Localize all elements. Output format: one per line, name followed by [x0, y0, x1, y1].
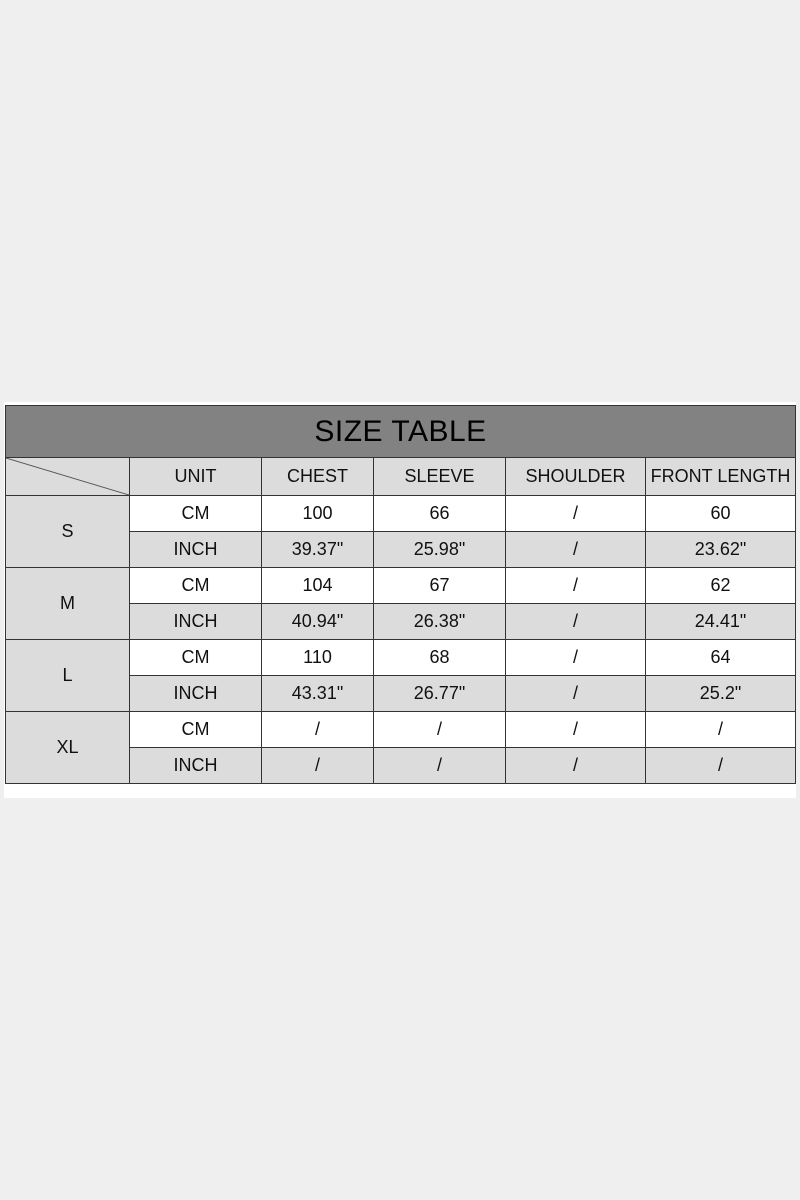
cell-unit: CM: [130, 496, 262, 532]
corner-cell: [6, 458, 130, 496]
cell-chest: /: [262, 712, 374, 748]
cell-sleeve: 67: [374, 568, 506, 604]
table-row: [6, 640, 796, 676]
size-table: [5, 405, 796, 784]
cell-unit: INCH: [130, 676, 262, 712]
cell-sleeve: 68: [374, 640, 506, 676]
cell-sleeve: /: [374, 712, 506, 748]
cell-chest: 43.31": [262, 676, 374, 712]
size-table-body: [6, 406, 796, 784]
header-sleeve: SLEEVE: [374, 458, 506, 496]
cell-unit: INCH: [130, 604, 262, 640]
cell-chest: /: [262, 748, 374, 784]
cell-unit: CM: [130, 568, 262, 604]
size-label: S: [6, 496, 130, 568]
header-row: [6, 458, 796, 496]
diagonal-divider-icon: [6, 458, 129, 495]
cell-sleeve: 26.38": [374, 604, 506, 640]
cell-sleeve: 66: [374, 496, 506, 532]
header-chest: CHEST: [262, 458, 374, 496]
size-label: XL: [6, 712, 130, 784]
cell-shoulder: /: [506, 748, 646, 784]
cell-unit: INCH: [130, 532, 262, 568]
cell-shoulder: /: [506, 640, 646, 676]
cell-front-length: 64: [646, 640, 796, 676]
cell-shoulder: /: [506, 676, 646, 712]
cell-shoulder: /: [506, 496, 646, 532]
title-row: [6, 406, 796, 458]
cell-front-length: 60: [646, 496, 796, 532]
cell-front-length: 25.2": [646, 676, 796, 712]
table-row: [6, 568, 796, 604]
cell-front-length: 24.41": [646, 604, 796, 640]
cell-sleeve: /: [374, 748, 506, 784]
table-row: [6, 496, 796, 532]
cell-chest: 100: [262, 496, 374, 532]
cell-shoulder: /: [506, 712, 646, 748]
cell-shoulder: /: [506, 604, 646, 640]
cell-shoulder: /: [506, 532, 646, 568]
cell-shoulder: /: [506, 568, 646, 604]
cell-chest: 40.94": [262, 604, 374, 640]
cell-sleeve: 25.98": [374, 532, 506, 568]
cell-chest: 110: [262, 640, 374, 676]
size-chart-sheet: [4, 402, 796, 798]
cell-unit: INCH: [130, 748, 262, 784]
cell-chest: 104: [262, 568, 374, 604]
cell-front-length: /: [646, 712, 796, 748]
cell-front-length: 62: [646, 568, 796, 604]
cell-front-length: /: [646, 748, 796, 784]
cell-chest: 39.37": [262, 532, 374, 568]
table-title: SIZE TABLE: [6, 406, 796, 458]
size-label: M: [6, 568, 130, 640]
cell-front-length: 23.62": [646, 532, 796, 568]
cell-sleeve: 26.77": [374, 676, 506, 712]
cell-unit: CM: [130, 640, 262, 676]
cell-unit: CM: [130, 712, 262, 748]
header-unit: UNIT: [130, 458, 262, 496]
header-shoulder: SHOULDER: [506, 458, 646, 496]
size-label: L: [6, 640, 130, 712]
header-front-length: FRONT LENGTH: [646, 458, 796, 496]
table-row: [6, 712, 796, 748]
